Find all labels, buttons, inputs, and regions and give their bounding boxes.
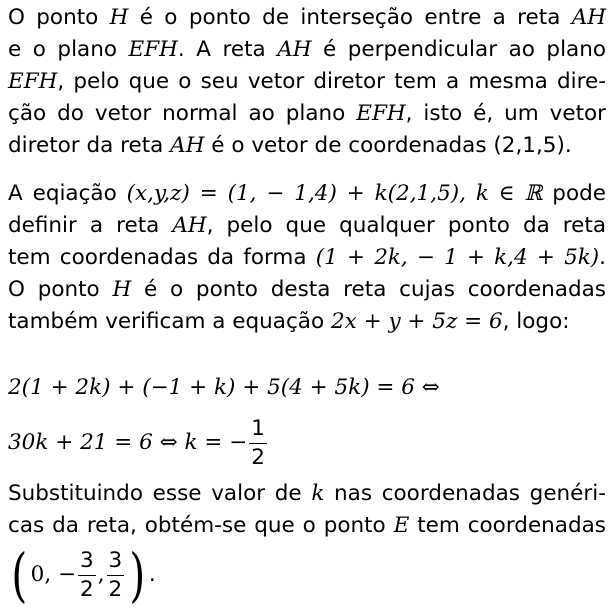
text: , isto é, um vetor: [405, 101, 607, 126]
math-point-e: E: [393, 513, 410, 538]
text: .: [599, 245, 607, 270]
p2-line-3: [8, 242, 606, 274]
math-k: k: [311, 481, 325, 506]
text: , pelo que o seu vetor diretor tem a mesma dire-: [57, 69, 606, 94]
text: e o plano: [8, 37, 129, 62]
text: ção do vetor normal ao plano: [8, 101, 357, 126]
text: é perpendicular ao plano: [311, 37, 606, 62]
numerator: 3: [107, 547, 125, 576]
open-paren: (: [11, 541, 28, 609]
fraction-three-halves: [107, 547, 125, 604]
fraction-three-halves: [78, 547, 96, 604]
numerator: 3: [78, 547, 96, 576]
denominator: 2: [80, 576, 94, 602]
equation-solve-k: [8, 412, 606, 474]
text: é o ponto desta reta cujas coordenadas: [131, 277, 606, 302]
math-line-ah: AH: [571, 5, 606, 30]
fraction-one-half: [249, 415, 267, 472]
p2-line-4: [8, 274, 606, 306]
math-line-ah: AH: [170, 133, 205, 158]
math-plane-equation: 2x + y + 5z = 6: [330, 309, 503, 334]
text: é o vetor de coordenadas (2,1,5).: [204, 133, 572, 158]
text: A eqiação: [8, 181, 127, 206]
p2-line-5: [8, 306, 606, 338]
math-point-h: H: [109, 5, 129, 30]
math-text: 0, −: [30, 562, 77, 587]
result-coordinates: [8, 542, 606, 608]
p1-line-5: [8, 130, 606, 162]
text: tem coordenadas da forma: [8, 245, 316, 270]
text: também verificam a equação: [8, 309, 331, 334]
text: , pelo que qualquer ponto da reta: [206, 213, 607, 238]
text: Substituindo esse valor de: [8, 481, 312, 506]
text: nas coordenadas genéri-: [324, 481, 606, 506]
text: definir a reta: [8, 213, 173, 238]
denominator: 2: [251, 444, 265, 470]
p3-line-1: [8, 478, 606, 510]
math-plane-efh: EFH: [356, 101, 406, 126]
text: é o ponto de interseção entre a reta: [128, 5, 572, 30]
math-line-ah: AH: [277, 37, 312, 62]
period: .: [148, 562, 156, 587]
text: O ponto: [8, 5, 110, 30]
p2-line-2: [8, 210, 606, 242]
text: tem coordenadas: [409, 513, 607, 538]
math-plane-efh: EFH: [8, 69, 58, 94]
p3-line-2: [8, 510, 606, 542]
numerator: 1: [249, 415, 267, 444]
close-paren: ): [129, 541, 146, 609]
text: cas da reta, obtém-se que o ponto: [8, 513, 394, 538]
math-expression: 30k + 21 = 6 ⇔ k = −: [8, 430, 248, 455]
math-point-h: H: [112, 277, 132, 302]
comma: ,: [97, 562, 105, 587]
p1-line-2: [8, 34, 606, 66]
equation-substitution: 2(1 + 2k) + (−1 + k) + 5(4 + 5k) = 6 ⇔: [8, 375, 440, 400]
p1-line-1: [8, 2, 606, 34]
math-plane-efh: EFH: [128, 37, 178, 62]
text: . A reta: [177, 37, 278, 62]
text: O ponto: [8, 277, 113, 302]
math-line-ah: AH: [172, 213, 207, 238]
denominator: 2: [108, 576, 123, 602]
text: , logo:: [502, 309, 570, 334]
p2-line-1: [8, 178, 606, 210]
math-generic-point: (1 + 2k, − 1 + k,4 + 5k): [315, 245, 600, 270]
text: diretor da reta: [8, 133, 171, 158]
p1-line-4: [8, 98, 606, 130]
math-line-equation: (x,y,z) = (1, − 1,4) + k(2,1,5), k ∈ ℝ: [126, 181, 543, 206]
text: pode: [542, 181, 606, 206]
p1-line-3: [8, 66, 606, 98]
